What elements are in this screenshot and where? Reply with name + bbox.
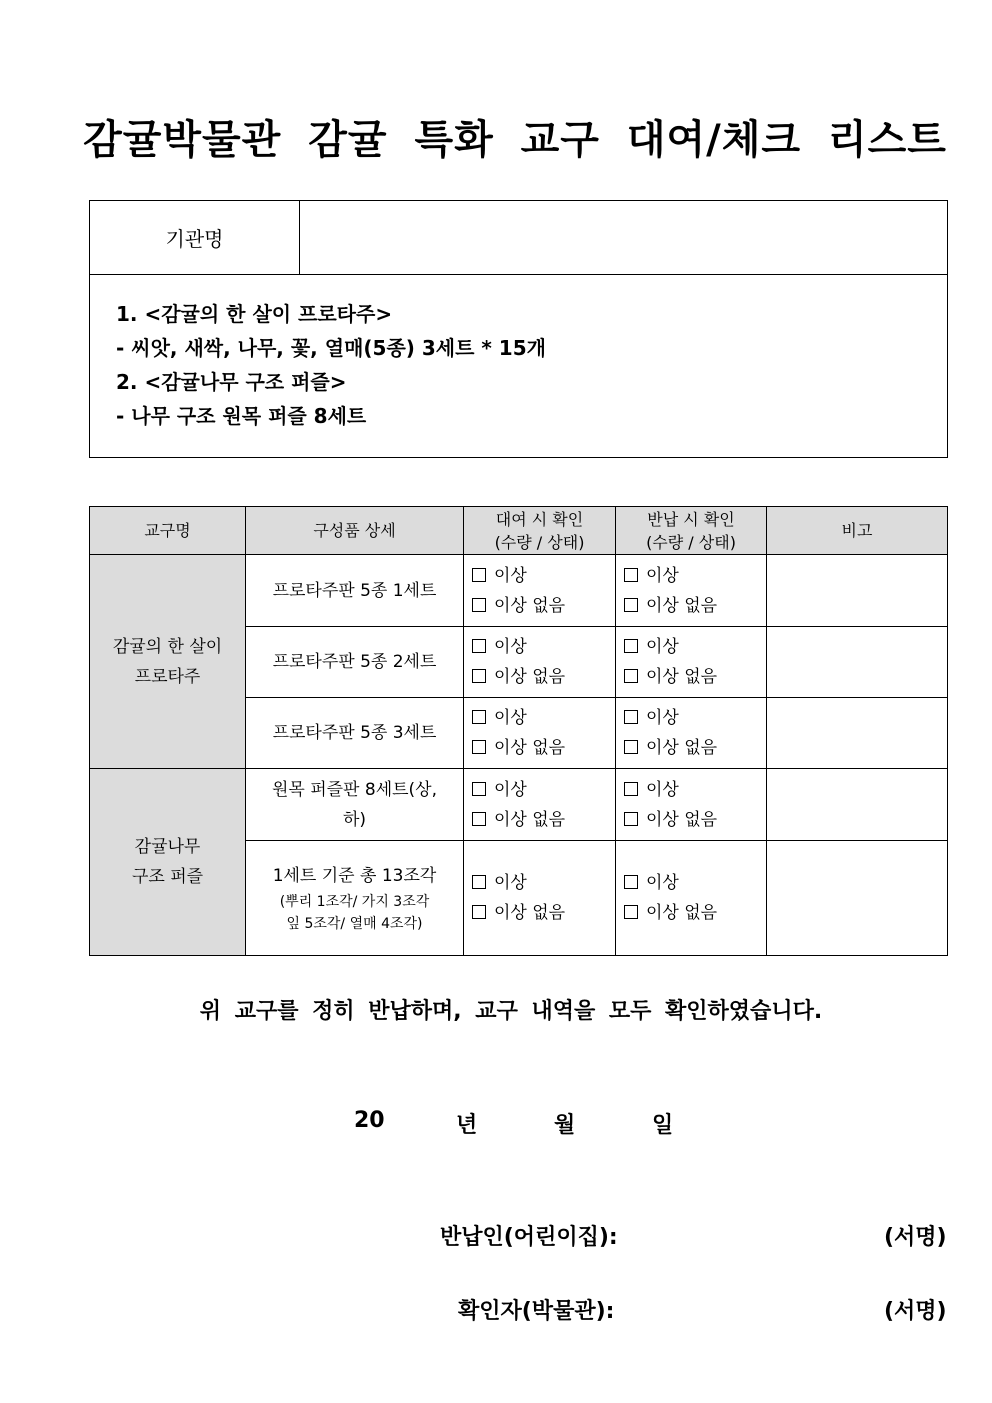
header-rent-check: [464, 507, 616, 555]
checkbox-label: 이상: [646, 873, 679, 893]
detail-line: 프로타주판 5종 1세트: [272, 580, 437, 601]
detail-line: 원목 퍼즐판 8세트(상,: [271, 779, 438, 800]
checkbox-icon: [624, 568, 638, 582]
confirmation-statement: 위 교구를 정히 반납하며, 교구 내역을 모두 확인하였습니다.: [199, 999, 823, 1024]
detail-cell: [246, 555, 464, 627]
table-row: [90, 555, 948, 627]
returner-signature-field[interactable]: (서명): [884, 1225, 947, 1250]
document-title: 감귤박물관 감귤 특화 교구 대여/체크 리스트: [83, 117, 947, 163]
checkbox-label: 이상: [646, 565, 679, 586]
detail-cell: [246, 769, 464, 841]
checkbox-label: 이상 없음: [494, 595, 566, 616]
checkbox-icon: [472, 905, 486, 919]
checkbox-icon: [624, 740, 638, 754]
return-check-cell: [616, 698, 767, 769]
checkbox-icon: [472, 669, 486, 683]
date-day-field[interactable]: 일: [652, 1113, 674, 1138]
table-row: [90, 769, 948, 841]
checkbox-no-issue[interactable]: [472, 733, 615, 763]
detail-line: 1세트 기준 총 13조각: [272, 866, 437, 886]
detail-line: 프로타주판 5종 2세트: [272, 652, 437, 672]
checkbox-issue[interactable]: [624, 868, 766, 898]
checkbox-no-issue[interactable]: [624, 591, 766, 621]
checkbox-no-issue[interactable]: [472, 591, 615, 621]
checker-signature-field[interactable]: (서명): [884, 1299, 947, 1324]
checkbox-icon: [472, 639, 486, 653]
checkbox-icon: [624, 669, 638, 683]
checkbox-icon: [472, 568, 486, 582]
kit-description: [116, 297, 546, 433]
note-cell[interactable]: [767, 769, 948, 841]
group-name-line: 프로타주: [134, 666, 201, 687]
rent-check-cell: [464, 841, 616, 956]
checklist-table: [89, 506, 948, 956]
detail-cell: [246, 841, 464, 956]
return-check-cell: [616, 841, 767, 956]
checkbox-no-issue[interactable]: [472, 662, 615, 692]
checkbox-issue[interactable]: [624, 775, 766, 805]
checkbox-issue[interactable]: [624, 703, 766, 733]
note-cell[interactable]: [767, 627, 948, 698]
header-rent-check-line2: (수량 / 상태): [494, 532, 585, 552]
checkbox-no-issue[interactable]: [472, 805, 615, 835]
checkbox-issue[interactable]: [472, 868, 615, 898]
checkbox-label: 이상 없음: [646, 809, 718, 830]
return-check-cell: [616, 627, 767, 698]
checkbox-label: 이상 없음: [494, 667, 566, 687]
checkbox-no-issue[interactable]: [624, 805, 766, 835]
org-name-field[interactable]: [300, 201, 947, 274]
checkbox-icon: [472, 782, 486, 796]
checkbox-icon: [624, 598, 638, 612]
info-box: [89, 200, 948, 458]
description-line: - 나무 구조 원목 퍼즐 8세트: [116, 404, 367, 428]
checkbox-label: 이상: [646, 779, 679, 800]
header-return-check-line2: (수량 / 상태): [646, 532, 736, 552]
returner-label: 반납인(어린이집):: [440, 1225, 618, 1250]
checkbox-label: 이상 없음: [646, 903, 718, 923]
return-check-cell: [616, 555, 767, 627]
checker-label: 확인자(박물관):: [458, 1299, 615, 1324]
return-check-cell: [616, 769, 767, 841]
checkbox-icon: [624, 710, 638, 724]
detail-cell: [246, 627, 464, 698]
group-name-cell: [90, 555, 246, 769]
detail-line: 프로타주판 5종 3세트: [272, 723, 437, 743]
org-row: [90, 201, 947, 275]
checkbox-issue[interactable]: [472, 561, 615, 591]
checkbox-label: 이상: [494, 637, 527, 657]
group-name-line: 구조 퍼즐: [131, 867, 204, 887]
checkbox-label: 이상 없음: [646, 595, 718, 616]
header-return-check: [616, 507, 767, 555]
header-note: 비고: [767, 507, 948, 555]
header-detail: 구성품 상세: [246, 507, 464, 555]
checkbox-no-issue[interactable]: [472, 898, 615, 928]
header-rent-check-line1: 대여 시 확인: [495, 509, 584, 529]
rent-check-cell: [464, 698, 616, 769]
org-label: 기관명: [90, 201, 300, 274]
checkbox-label: 이상: [646, 637, 679, 657]
checkbox-label: 이상: [494, 708, 527, 728]
group-name-line: 감귤의 한 살이: [112, 636, 223, 657]
date-month-field[interactable]: 월: [554, 1113, 576, 1138]
group-name-line: 감귤나무: [134, 837, 201, 857]
detail-cell: [246, 698, 464, 769]
checkbox-icon: [472, 740, 486, 754]
checkbox-issue[interactable]: [472, 703, 615, 733]
note-cell[interactable]: [767, 555, 948, 627]
rent-check-cell: [464, 627, 616, 698]
detail-line: 하): [342, 809, 367, 830]
header-name: 교구명: [90, 507, 246, 555]
checkbox-no-issue[interactable]: [624, 733, 766, 763]
note-cell[interactable]: [767, 841, 948, 956]
checkbox-icon: [624, 639, 638, 653]
date-year-field[interactable]: 년: [456, 1113, 478, 1138]
checkbox-label: 이상 없음: [494, 738, 566, 758]
description-line: 2. <감귤나무 구조 퍼즐>: [116, 370, 347, 394]
checkbox-label: 이상 없음: [646, 738, 718, 758]
checkbox-no-issue[interactable]: [624, 898, 766, 928]
group-name-cell: [90, 769, 246, 956]
checkbox-icon: [624, 812, 638, 826]
note-cell[interactable]: [767, 698, 948, 769]
description-line: - 씨앗, 새싹, 나무, 꽃, 열매(5종) 3세트 * 15개: [116, 336, 546, 360]
checkbox-label: 이상: [494, 779, 527, 800]
checkbox-icon: [624, 875, 638, 889]
checkbox-no-issue[interactable]: [624, 662, 766, 692]
checkbox-icon: [472, 710, 486, 724]
checkbox-icon: [624, 782, 638, 796]
table-header-row: [90, 507, 948, 555]
rent-check-cell: [464, 555, 616, 627]
checkbox-icon: [472, 598, 486, 612]
checkbox-label: 이상: [494, 565, 527, 586]
checkbox-issue[interactable]: [624, 632, 766, 662]
checkbox-label: 이상 없음: [494, 809, 566, 830]
checkbox-icon: [472, 875, 486, 889]
detail-line: 잎 5조각/ 열매 4조각): [286, 916, 423, 932]
checkbox-label: 이상: [646, 708, 679, 728]
checkbox-label: 이상: [494, 873, 527, 893]
header-return-check-line1: 반납 시 확인: [647, 509, 735, 529]
description-line: 1. <감귤의 한 살이 프로타주>: [116, 302, 393, 326]
checkbox-issue[interactable]: [624, 561, 766, 591]
date-year-prefix: 20: [354, 1108, 385, 1133]
checkbox-label: 이상 없음: [494, 903, 566, 923]
rent-check-cell: [464, 769, 616, 841]
checkbox-icon: [624, 905, 638, 919]
checkbox-issue[interactable]: [472, 775, 615, 805]
checkbox-issue[interactable]: [472, 632, 615, 662]
detail-line: (뿌리 1조각/ 가지 3조각: [279, 894, 430, 910]
checkbox-icon: [472, 812, 486, 826]
checkbox-label: 이상 없음: [646, 667, 718, 687]
